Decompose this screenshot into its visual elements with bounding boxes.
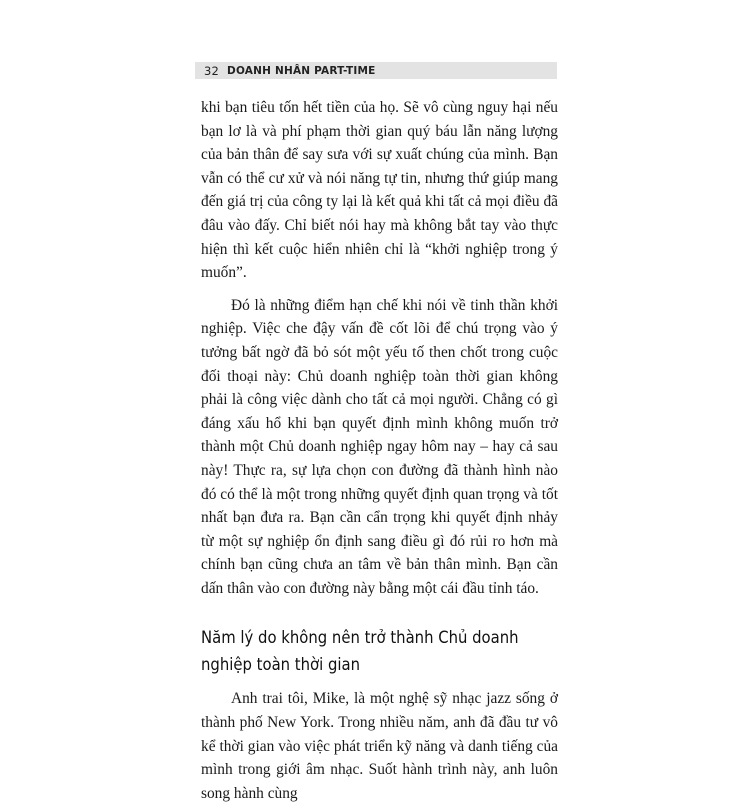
running-title: DOANH NHÂN PART-TIME — [227, 64, 376, 77]
running-header — [195, 62, 557, 79]
section-heading: Năm lý do không nên trở thành Chủ doanh nghiệp toàn thời gian — [201, 628, 519, 675]
paragraph: Đó là những điểm hạn chế khi nói về tinh thần khởi nghiệp. Việc che đậy vấn đề cốt lõi để chú trọng vào ý tưởng bất ngờ đã bỏ sót một yếu tố then chốt trong cuộc đối thoại này: Chủ doanh nghiệp toàn thời gian không phải là công việc dành cho tất cả mọi người. Chẳng có gì đáng xấu hổ khi bạn quyết định mình không muốn trở thành một Chủ doanh nghiệp ngay hôm nay – hay cả sau này! Thực ra, sự lựa chọn con đường đã thành hình nào đó có thể là một trong những quyết định quan trọng và tốt nhất bạn đưa ra. Bạn cần cẩn trọng khi quyết định nhảy từ một sự nghiệp ổn định sang điều gì đó rủi ro hơn mà chính bạn cũng chưa an tâm về bản thân mình. Bạn cần dấn thân vào con đường này bằng một cái đầu tỉnh táo. — [201, 296, 558, 597]
paragraph: Anh trai tôi, Mike, là một nghệ sỹ nhạc jazz sống ở thành phố New York. Trong nhiều năm, anh đã đầu tư vô kể thời gian vào việc phát triển kỹ năng và danh tiếng của mình trong giới âm nhạc. Suốt hành trình này, anh luôn song hành cùng — [201, 690, 558, 802]
page-number: 32 — [204, 63, 220, 78]
paragraph-continued: khi bạn tiêu tốn hết tiền của họ. Sẽ vô cùng nguy hại nếu bạn lơ là và phí phạm thời gian quý báu lẫn năng lượng của bản thân để say sưa với sự xuất chúng của mình. Bạn vẫn có thể cư xử và nói năng tự tin, nhưng thứ giúp mang đến giá trị của công ty lại là kết quả khi tất cả mọi điều đã đâu vào đấy. Chỉ biết nói hay mà không bắt tay vào thực hiện thì kết cuộc hiển nhiên chỉ là “khởi nghiệp trong ý muốn”. — [201, 99, 558, 282]
body-text — [201, 96, 558, 805]
